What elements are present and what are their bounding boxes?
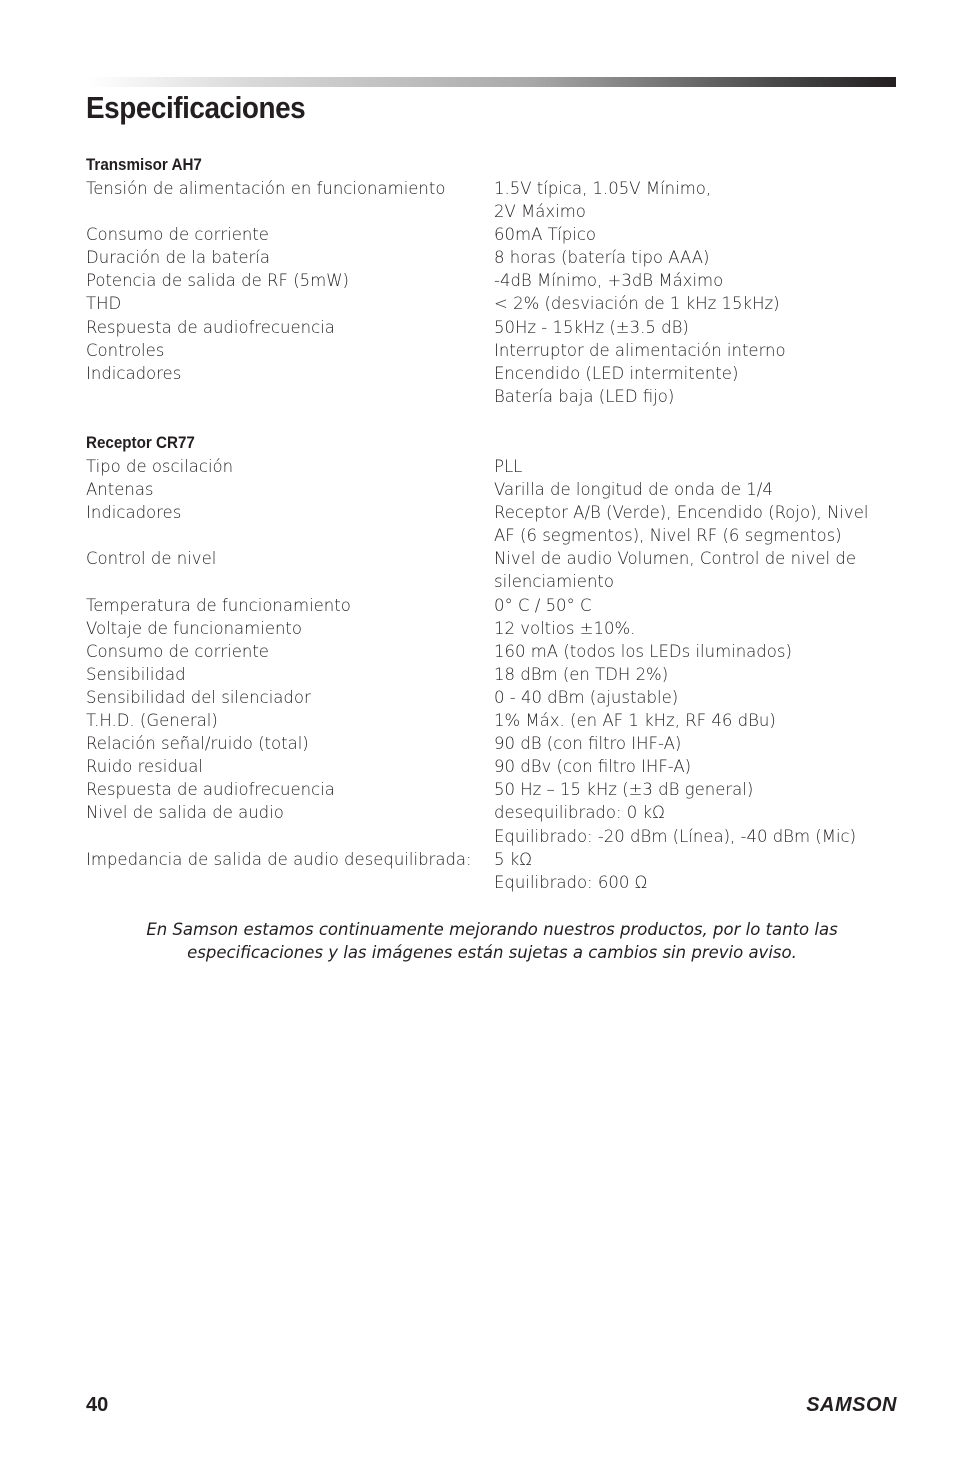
spec-value-line: Equilibrado: 600 Ω: [494, 872, 648, 892]
spec-value: [494, 709, 904, 732]
spec-label: Relación señal/ruido (total): [86, 734, 309, 754]
spec-value: [494, 478, 904, 501]
spec-value: [494, 455, 904, 478]
spec-value-line: 18 dBm (en TDH 2%): [494, 664, 669, 684]
spec-row: [86, 478, 906, 501]
spec-row: [86, 594, 906, 617]
spec-label: Controles: [86, 340, 165, 360]
disclaimer-note: [86, 918, 898, 964]
spec-value: [494, 547, 904, 593]
spec-row: [86, 455, 906, 478]
spec-value-line: 0 - 40 dBm (ajustable): [494, 687, 679, 707]
spec-value: [494, 848, 904, 894]
spec-label: Consumo de corriente: [86, 225, 269, 245]
receiver-heading: Receptor CR77: [86, 434, 195, 452]
spec-value-line: 0° C / 50° C: [494, 595, 592, 615]
spec-value-line: 12 voltios ±10%.: [494, 618, 636, 638]
spec-label: Nivel de salida de audio: [86, 803, 284, 823]
spec-value: [494, 640, 904, 663]
spec-row: [86, 501, 906, 547]
header-gradient-bar: [88, 77, 896, 87]
spec-row: [86, 801, 906, 847]
spec-row: [86, 686, 906, 709]
spec-row: [86, 640, 906, 663]
receiver-specs: [86, 432, 906, 894]
spec-value: [494, 801, 904, 847]
spec-value-line: Nivel de audio Volumen, Control de nivel de: [494, 549, 856, 569]
spec-value: [494, 269, 904, 292]
spec-value: [494, 755, 904, 778]
spec-label: Tipo de oscilación: [86, 457, 234, 476]
spec-value-line: AF (6 segmentos), Nivel RF (6 segmentos): [494, 526, 842, 546]
spec-label: Respuesta de audiofrecuencia: [86, 317, 335, 337]
spec-label: Indicadores: [86, 363, 182, 383]
spec-row: [86, 269, 906, 292]
spec-value-line: 8 horas (batería tipo AAA): [494, 248, 710, 268]
spec-row: [86, 316, 906, 339]
transmitter-specs: [86, 154, 906, 408]
spec-row: [86, 848, 906, 894]
transmitter-spec-list: [86, 177, 906, 408]
spec-label: Indicadores: [86, 503, 182, 523]
spec-row: [86, 177, 906, 223]
spec-row: [86, 292, 906, 315]
spec-row: [86, 709, 906, 732]
spec-value: [494, 362, 904, 408]
spec-label: Potencia de salida de RF (5mW): [86, 271, 349, 291]
spec-row: [86, 362, 906, 408]
spec-value: [494, 594, 904, 617]
spec-row: [86, 547, 906, 593]
spec-value-line: Interruptor de alimentación interno: [494, 340, 786, 360]
spec-value-line: 90 dB (con filtro IHF-A): [494, 734, 682, 754]
spec-value: [494, 246, 904, 269]
spec-value-line: 160 mA (todos los LEDs iluminados): [494, 641, 792, 661]
spec-label: Impedancia de salida de audio desequilibrada:: [86, 849, 472, 869]
transmitter-heading: Transmisor AH7: [86, 156, 202, 174]
spec-value-line: Batería baja (LED fijo): [494, 386, 675, 406]
spec-value: [494, 617, 904, 640]
disclaimer-line-2: especificaciones y las imágenes están sujetas a cambios sin previo aviso.: [187, 943, 797, 962]
spec-row: [86, 663, 906, 686]
spec-row: [86, 778, 906, 801]
spec-value-line: PLL: [494, 457, 523, 476]
spec-value-line: Encendido (LED intermitente): [494, 363, 739, 383]
spec-label: Control de nivel: [86, 549, 217, 569]
page-title: Especificaciones: [86, 90, 306, 125]
spec-value: [494, 339, 904, 362]
spec-value-line: 2V Máximo: [494, 202, 586, 222]
spec-value-line: < 2% (desviación de 1 kHz 15kHz): [494, 294, 780, 314]
spec-row: [86, 732, 906, 755]
spec-row: [86, 223, 906, 246]
spec-row: [86, 339, 906, 362]
spec-row: [86, 246, 906, 269]
spec-value-line: 1.5V típica, 1.05V Mínimo,: [494, 179, 712, 198]
spec-label: THD: [86, 294, 122, 314]
spec-row: [86, 617, 906, 640]
spec-value-line: 1% Máx. (en AF 1 kHz, RF 46 dBu): [494, 711, 776, 731]
spec-value: [494, 177, 904, 223]
spec-value: [494, 663, 904, 686]
spec-value-line: -4dB Mínimo, +3dB Máximo: [494, 271, 724, 291]
disclaimer-line-1: En Samson estamos continuamente mejorando nuestros productos, por lo tanto las: [146, 920, 838, 939]
spec-label: Tensión de alimentación en funcionamiento: [86, 179, 446, 198]
spec-label: Sensibilidad del silenciador: [86, 687, 311, 707]
spec-value-line: Varilla de longitud de onda de 1/4: [494, 480, 773, 500]
spec-value-line: 60mA Típico: [494, 225, 596, 245]
spec-value: [494, 316, 904, 339]
spec-value-line: Equilibrado: -20 dBm (Línea), -40 dBm (Mic): [494, 826, 857, 846]
spec-value-line: 5 kΩ: [494, 849, 532, 869]
spec-value-line: silenciamiento: [494, 572, 614, 592]
spec-value-line: 50 Hz – 15 kHz (±3 dB general): [494, 780, 754, 800]
spec-label: Sensibilidad: [86, 664, 186, 684]
spec-value-line: 90 dBv (con filtro IHF-A): [494, 757, 692, 777]
spec-label: Voltaje de funcionamiento: [86, 618, 302, 638]
spec-value: [494, 501, 904, 547]
spec-value-line: Receptor A/B (Verde), Encendido (Rojo), Nivel: [494, 503, 869, 523]
spec-label: Antenas: [86, 480, 154, 500]
page-number: 40: [86, 1394, 109, 1416]
spec-value: [494, 732, 904, 755]
spec-value-line: 50Hz - 15kHz (±3.5 dB): [494, 317, 689, 337]
spec-value: [494, 686, 904, 709]
samson-logo: SAMSON: [806, 1394, 897, 1416]
spec-row: [86, 755, 906, 778]
spec-value: [494, 292, 904, 315]
spec-label: Ruido residual: [86, 757, 203, 777]
spec-value-line: desequilibrado: 0 kΩ: [494, 803, 665, 823]
spec-label: Duración de la batería: [86, 248, 271, 268]
spec-value: [494, 223, 904, 246]
spec-label: Temperatura de funcionamiento: [86, 595, 351, 615]
receiver-spec-list: [86, 455, 906, 894]
spec-value: [494, 778, 904, 801]
spec-label: T.H.D. (General): [86, 711, 218, 731]
spec-label: Consumo de corriente: [86, 641, 269, 661]
spec-label: Respuesta de audiofrecuencia: [86, 780, 335, 800]
